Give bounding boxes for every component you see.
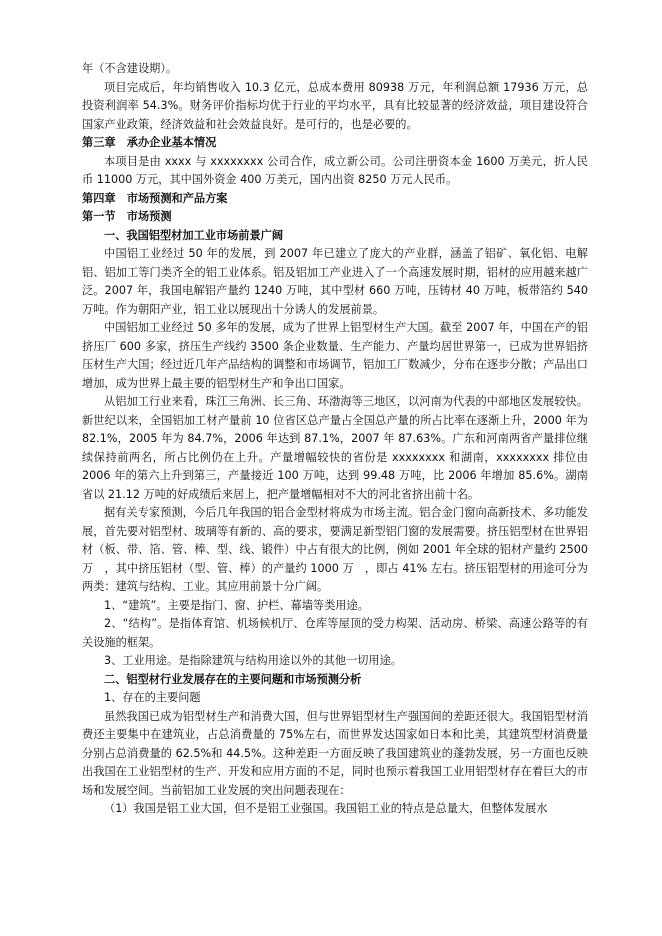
paragraph-consumption-gap: 虽然我国已成为铝型材生产和消费大国，但与世界铝型材生产强国间的差距还很大。我国铝型材消费还主要集中在建筑业，占总消费量的 75%左右，而世界发达国家如日本和比美，其建筑型材消费量分别占总消费量的 62.5%和 44.5%。这种差距一方面反映了我国建筑业的蓬勃发展，另一方面也反映出我国在工业铝型材的生产、开发和应用方面的不足，同时也预示着我国工业用铝型材存在着巨大的市场和发展空间。当前铝加工业发展的突出问题表现在：: [82, 709, 588, 797]
paragraph-expert-forecast: 据有关专家预测，今后几年我国的铝合金型材将成为市场主流。铝合金门窗向高新技术、多功能发展，首先要对铝型材、玻璃等有新的、高的要求，要满足新型铝门窗的发展需要。挤压铝型材在世界铝材（板、带、箔、管、棒、型、线、锻件）中占有很大的比例，例如 2001 年全球的铝材产量约 2500 万 ，其中挤压铝材（型、管、棒）的产量约 1000 万 ，即占 41% 左右。挤压铝型材的用途可分为两类：建筑与结构、工业。其应用前景十分广阔。: [82, 506, 588, 593]
paragraph-company-info: 本项目是由 xxxx 与 xxxxxxxx 公司合作，成立新公司。公司注册资本金 1600 万美元，折人民币 11000 万元，其中国外资金 400 万美元，国内出资 8250 万元人民币。: [82, 154, 588, 186]
chapter-3-heading: 第三章 承办企业基本情况: [82, 136, 217, 149]
section-1-heading: 第一节 市场预测: [82, 210, 172, 223]
paragraph-construction-period: 年（不含建设期）。: [82, 62, 178, 75]
list-item-building: 1、“建筑”。主要是指门、窗、护栏、幕墙等类用途。: [104, 598, 369, 612]
paragraph-project-financials: 项目完成后，年均销售收入 10.3 亿元，总成本费用 80938 万元，年利润总额 17936 万元，总投资利润率 54.3%。财务评价指标均优于行业的平均水平，具有比较显著的经济效益，项目建设符合国家产业政策，经济效益和社会效益良好。是可行的，也是必要的。: [82, 80, 588, 131]
paragraph-profile-industry: 中国铝加工业经过 50 多年的发展，成为了世界上铝型材生产大国。截至 2007 年，中国在产的铝挤压厂 600 多家，挤压生产线约 3500 条企业数量、生产能力、产量均居世界第一，已成为世界铝挤压材生产大国；经过近几年产品结构的调整和市场调节，铝加工厂数减少，分布在逐步分散；产品出口增加，成为世界上最主要的铝型材生产和争出口国家。: [82, 321, 588, 390]
paragraph-regional-output: 从铝加工行业来看，珠江三角洲、长三角、环渤海等三地区，以河南为代表的中部地区发展较快。新世纪以来，全国铝加工材产量前 10 位省区总产量占全国总产量的所占比率在逐渐上升，2000 年为 82.1%，2005 年为 84.7%，2006 年达到 87.1%，2007 年 87.63%。广东和河南两省产量排位继续保持前两名，所占比例仍在上升。产量增幅较快的省份是 xxxxxxxx 和湖南，xxxxxxxx 排位由 2006 年的第六上升到第三，产量接近 100 万吨，达到 99.48 万吨，比 2006 年增加 85.6%。湖南省以 21.12 万吨的好成绩后来居上，把产量增幅相对不大的河北省挤出前十名。: [82, 395, 588, 501]
list-item-structure: 2、“结构”。是指体育馆、机场候机厅、仓库等屋顶的受力构架、活动房、桥梁、高速公路等的有关设施的框架。: [82, 617, 588, 649]
chapter-4-heading: 第四章 市场预测和产品方案: [82, 191, 228, 205]
paragraph-aluminum-industry: 中国铝工业经过 50 年的发展，到 2007 年已建立了庞大的产业群，涵盖了铝矿、氧化铝、电解铝、铝加工等门类齐全的铝工业体系。铝及铝加工产业进入了一个高速发展时期，铝材的应用越来越广泛。2007 年，我国电解铝产量约 1240 万吨，其中型材 660 万吨，压铸材 40 万吨，板带箔约 540 万吨。作为朝阳产业，铝工业以展现出十分诱人的发展前景。: [82, 247, 588, 316]
subheading-market-prospect: 一、我国铝型材加工业市场前景广阔: [104, 228, 284, 242]
list-item-industrial: 3、工业用途。是指除建筑与结构用途以外的其他一切用途。: [104, 654, 402, 667]
subheading-existing-problems: 1、存在的主要问题: [104, 691, 201, 704]
subheading-main-problems: 二、铝型材行业发展存在的主要问题和市场预测分析: [104, 672, 362, 686]
paragraph-industry-strength: （1）我国是铝工业大国，但不是铝工业强国。我国铝工业的特点是总量大，但整体发展水: [104, 802, 548, 815]
